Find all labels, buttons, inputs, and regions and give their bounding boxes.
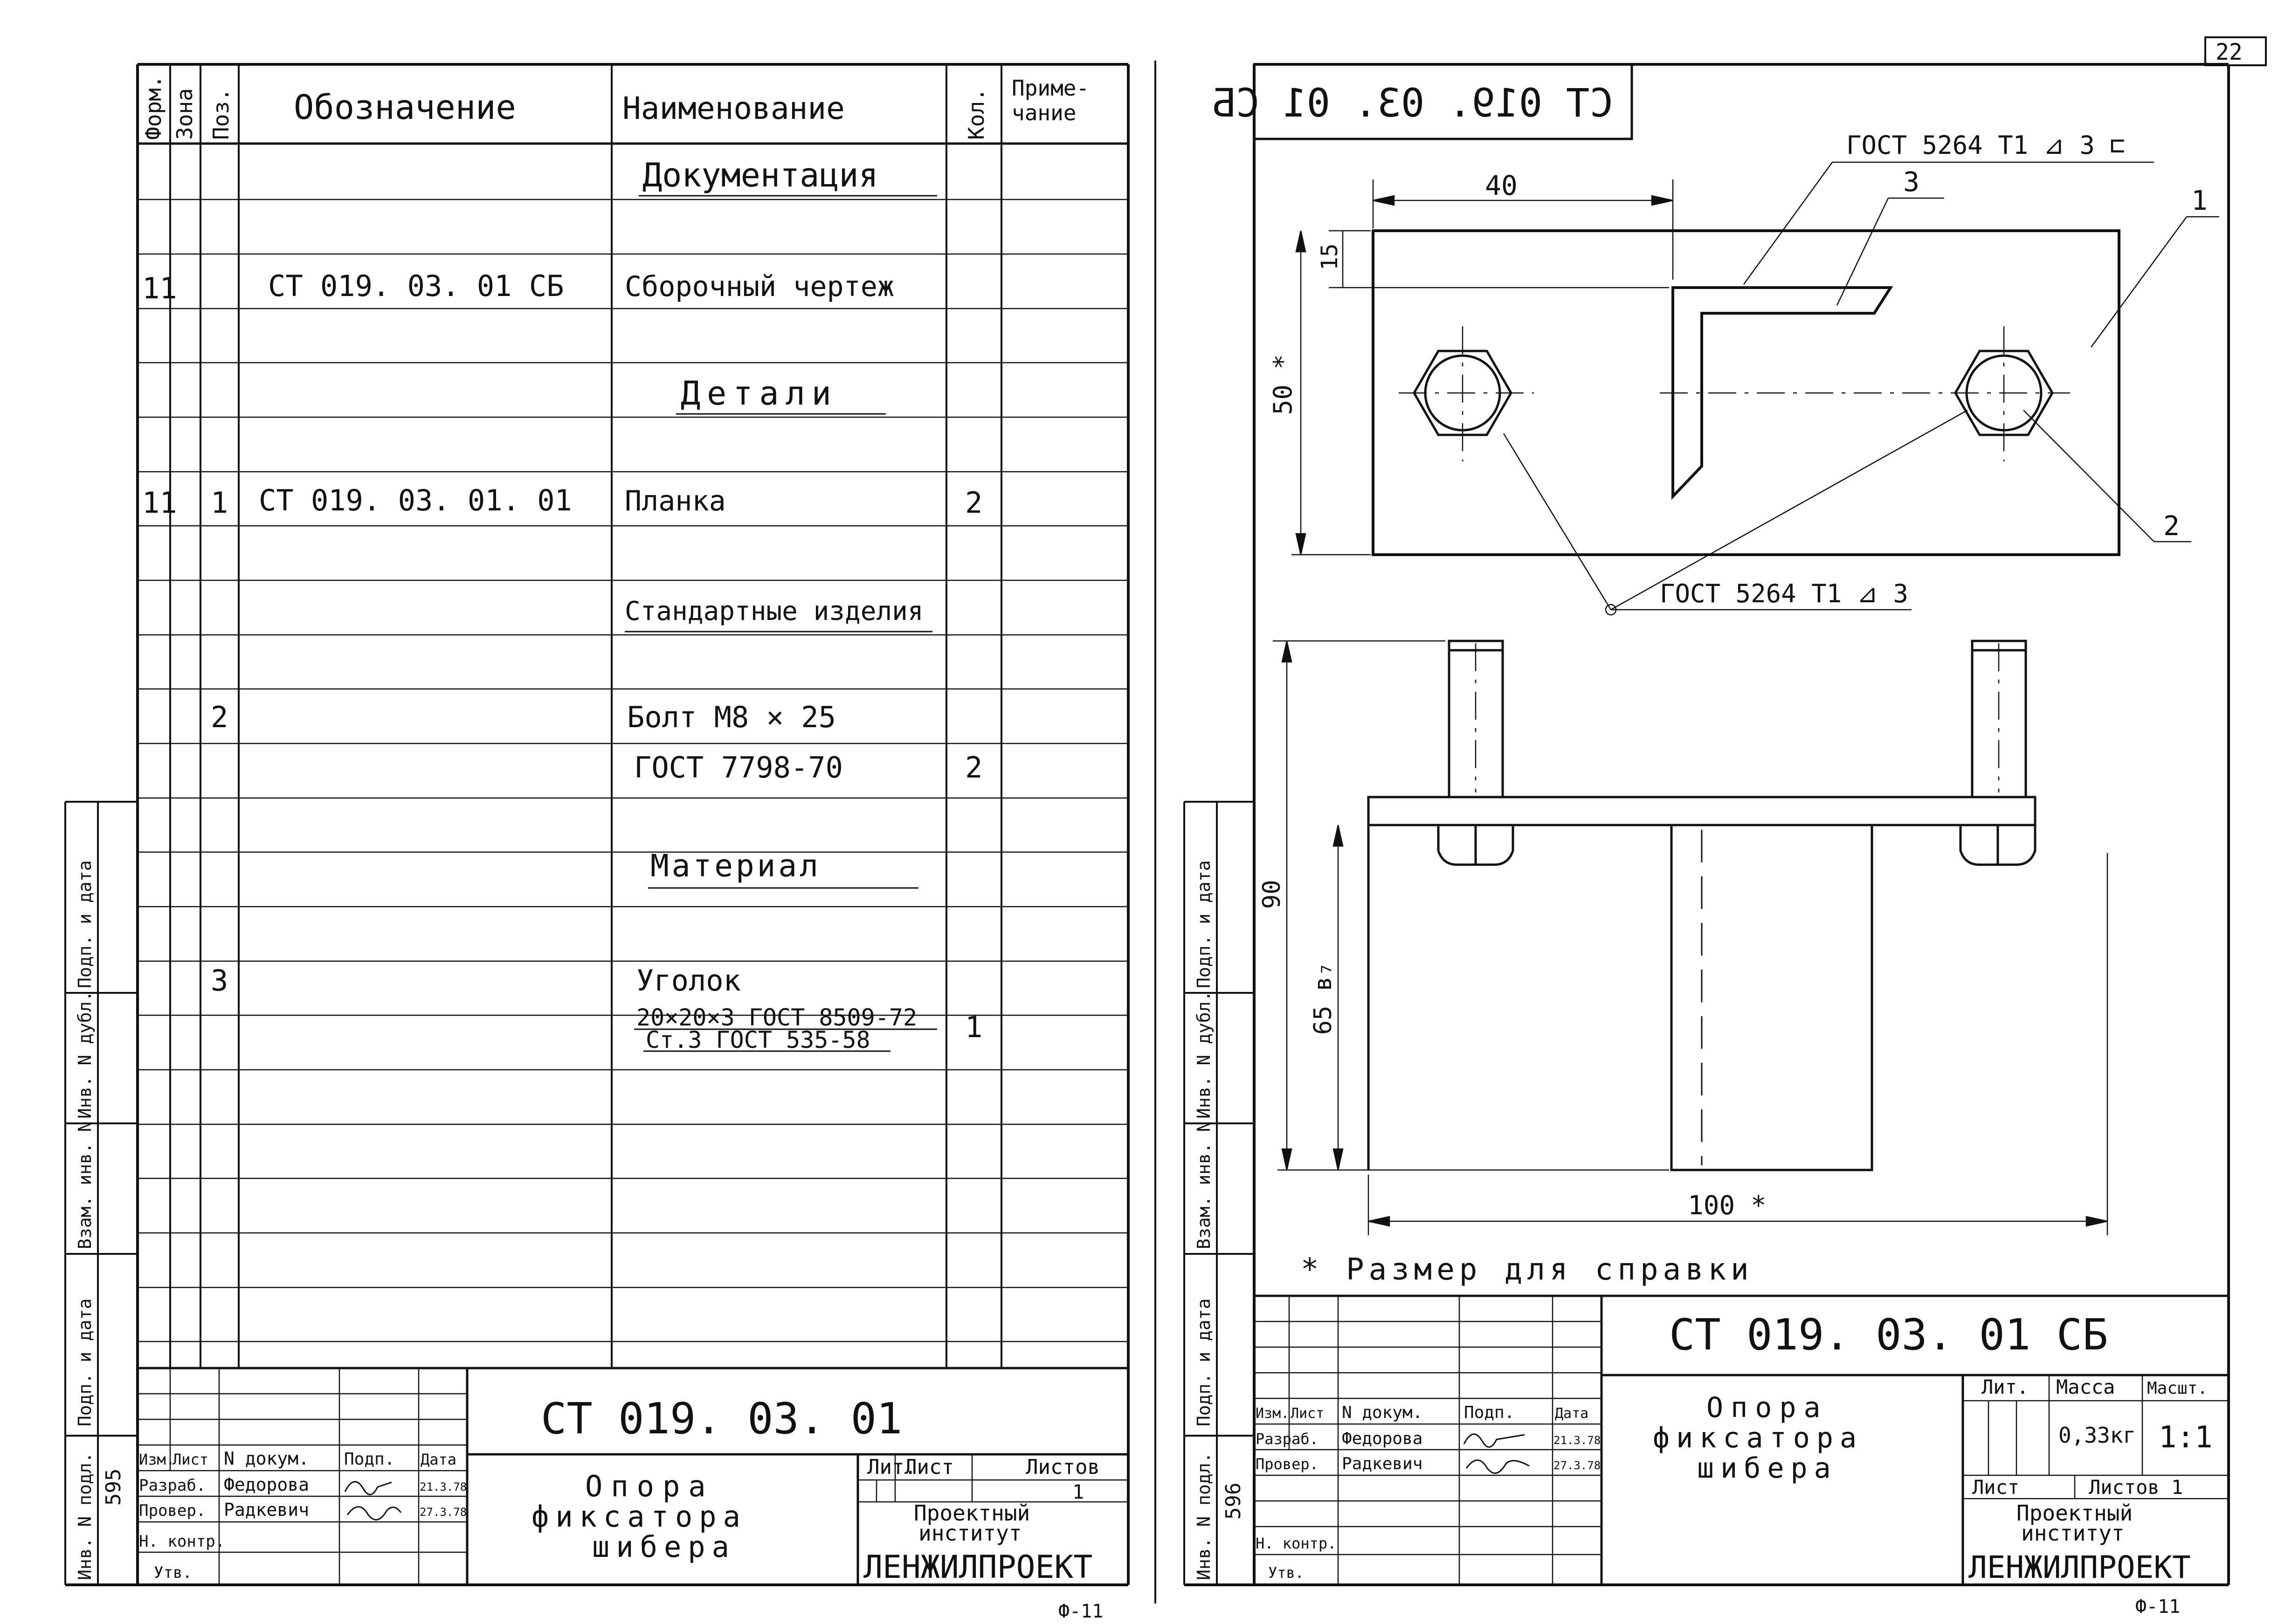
bolt-qty: 2: [965, 750, 983, 784]
scale-value: 1:1: [2159, 1420, 2213, 1455]
label-mass: Масса: [2056, 1376, 2115, 1398]
stamp-inv-dup: Инв. N дубл.: [75, 991, 95, 1119]
label-sheet: Лист: [904, 1455, 954, 1479]
weld-note-bottom: ГОСТ 5264 Т1 ⊿ 3: [1660, 579, 1908, 608]
dim-100: 100 *: [1688, 1190, 1767, 1221]
drawing-developer-date: 21.3.78: [1553, 1434, 1601, 1447]
doc-format: 11: [142, 271, 177, 305]
title-line-2: фиксатора: [532, 1500, 747, 1534]
drawing-role-checker: Провер.: [1256, 1455, 1319, 1473]
org-line-2: институт: [918, 1521, 1022, 1546]
org-line-1: Проектный: [914, 1500, 1030, 1526]
drawing-col-list: Лист: [1291, 1405, 1325, 1422]
drawing-stamp-sign-date: Подп. и дата: [1194, 1298, 1214, 1426]
drawing-role-norm-control: Н. контр.: [1256, 1535, 1337, 1552]
dim-90: 90: [1258, 880, 1286, 909]
role-checker: Провер.: [139, 1501, 206, 1520]
header-note-line1: Приме-: [1012, 76, 1090, 101]
drawing-org-name: ЛЕНЖИЛПРОЕКТ: [1968, 1549, 2191, 1585]
part-designation: СТ 019. 03. 01. 01: [259, 483, 572, 517]
drawing-stamp-inv-value: 596: [1222, 1482, 1245, 1520]
angle-qty: 1: [965, 1010, 983, 1044]
leader-label-3: 3: [1903, 166, 1919, 198]
drawing-code: СТ 019. 03. 01 СБ: [1669, 1310, 2108, 1360]
angle-steel: Ст.3 ГОСТ 535-58: [646, 1026, 870, 1053]
sheets-value: 1: [1072, 1480, 1084, 1503]
section-standard-items: Стандартные изделия: [625, 596, 924, 626]
header-format: Форм.: [141, 75, 166, 140]
weld-note-top: ГОСТ 5264 Т1 ⊿ 3 ⊏: [1846, 131, 2125, 160]
part-qty: 2: [965, 486, 983, 520]
header-zone: Зона: [172, 88, 197, 140]
title-line-1: Опора: [585, 1469, 714, 1503]
drawing-col-date: Дата: [1555, 1405, 1589, 1422]
header-qty: Кол.: [964, 88, 989, 140]
drawing-developer-name: Федорова: [1342, 1429, 1423, 1448]
angle-name: Уголок: [636, 963, 741, 998]
bolt-standard: ГОСТ 7798-70: [634, 750, 843, 784]
label-sheets: Листов: [1026, 1455, 1100, 1479]
stamp-inv-value: 595: [102, 1468, 125, 1506]
drawing-stamp-sign-date-2: Подп. и дата: [1194, 860, 1214, 988]
dim-50: 50 *: [1268, 354, 1298, 415]
dim-40: 40: [1485, 170, 1518, 201]
drawing-org-line-1: Проектный: [2016, 1500, 2133, 1526]
title-block-code: СТ 019. 03. 01: [541, 1394, 903, 1444]
col-sign: Подп.: [344, 1450, 395, 1469]
doc-designation: СТ 019. 03. 01 СБ: [268, 269, 564, 303]
drawing-form-code: Ф-11: [2135, 1596, 2181, 1617]
drawing-org-line-2: институт: [2021, 1521, 2125, 1546]
title-line-3: шибера: [592, 1530, 736, 1564]
label-sheet-right: Лист: [1972, 1476, 2020, 1499]
drawing-checker-name: Радкевич: [1342, 1454, 1423, 1473]
drawing-col-izm: Изм.: [1256, 1405, 1290, 1422]
bolt-name: Болт М8 × 25: [627, 700, 836, 734]
drawing-stamp-replace-inv: Взам. инв. N: [1194, 1121, 1214, 1249]
part-name: Планка: [625, 485, 726, 517]
drawing-title-line-2: фиксатора: [1653, 1422, 1864, 1454]
drawing-title-line-1: Опора: [1706, 1391, 1828, 1424]
drawing-role-developer: Разраб.: [1256, 1430, 1319, 1448]
drawing-role-approved: Утв.: [1268, 1564, 1305, 1582]
col-doc: N докум.: [224, 1448, 310, 1469]
drawing-checker-date: 27.3.78: [1553, 1459, 1601, 1472]
col-list: Лист: [173, 1451, 209, 1468]
header-note-line2: чание: [1012, 100, 1077, 125]
drawing-title-line-3: шибера: [1697, 1452, 1837, 1485]
role-developer: Разраб.: [139, 1476, 206, 1495]
label-scale: Масшт.: [2147, 1379, 2208, 1398]
stamp-sign-date-2: Подп. и дата: [75, 860, 95, 988]
dim-65: 65 в₇: [1309, 962, 1337, 1035]
header-position: Поз.: [208, 88, 234, 140]
mirrored-code: СТ 019. 03. 01 СБ: [1212, 80, 1613, 126]
org-name: ЛЕНЖИЛПРОЕКТ: [863, 1549, 1093, 1586]
section-parts: Детали: [681, 374, 838, 413]
form-code: Ф-11: [1058, 1601, 1104, 1622]
checker-date: 27.3.78: [420, 1506, 467, 1519]
dim-15: 15: [1317, 243, 1343, 270]
leader-label-2: 2: [2163, 510, 2180, 542]
footnote: * Размер для справки: [1301, 1252, 1753, 1287]
leader-label-1: 1: [2191, 185, 2208, 216]
bolt-position: 2: [211, 700, 228, 734]
checker-name: Радкевич: [224, 1500, 310, 1520]
drawing-stamp-inv-orig: Инв. N подл.: [1194, 1452, 1214, 1580]
section-documentation: Документация: [642, 156, 878, 194]
developer-name: Федорова: [224, 1474, 310, 1495]
label-lit-right: Лит.: [1981, 1376, 2029, 1398]
angle-position: 3: [211, 963, 228, 998]
part-position: 1: [211, 486, 228, 520]
col-izm: Изм.: [139, 1451, 175, 1468]
part-format: 11: [142, 486, 177, 520]
section-material: Материал: [650, 848, 821, 884]
drawing-stamp-inv-dup: Инв. N дубл.: [1194, 991, 1214, 1119]
stamp-replace-inv: Взам. инв. N: [75, 1121, 95, 1249]
mass-value: 0,33кг: [2058, 1423, 2136, 1448]
stamp-inv-orig: Инв. N подл.: [75, 1452, 95, 1580]
doc-name: Сборочный чертеж: [625, 270, 894, 303]
angle-size: 20×20×3 ГОСТ 8509-72: [636, 1004, 918, 1031]
stamp-sign-date: Подп. и дата: [75, 1298, 95, 1426]
header-name: Наименование: [622, 90, 845, 126]
drawing-col-sign: Подп.: [1464, 1403, 1515, 1422]
header-designation: Обозначение: [294, 88, 516, 127]
role-norm-control: Н. контр.: [139, 1532, 225, 1551]
page-number: 22: [2216, 39, 2243, 65]
col-date: Дата: [421, 1451, 457, 1468]
developer-date: 21.3.78: [420, 1480, 467, 1493]
role-approved: Утв.: [154, 1563, 192, 1582]
label-lit: Лит.: [867, 1455, 917, 1479]
drawing-col-doc: N докум.: [1342, 1403, 1423, 1422]
label-sheets-right: Листов 1: [2089, 1476, 2183, 1499]
